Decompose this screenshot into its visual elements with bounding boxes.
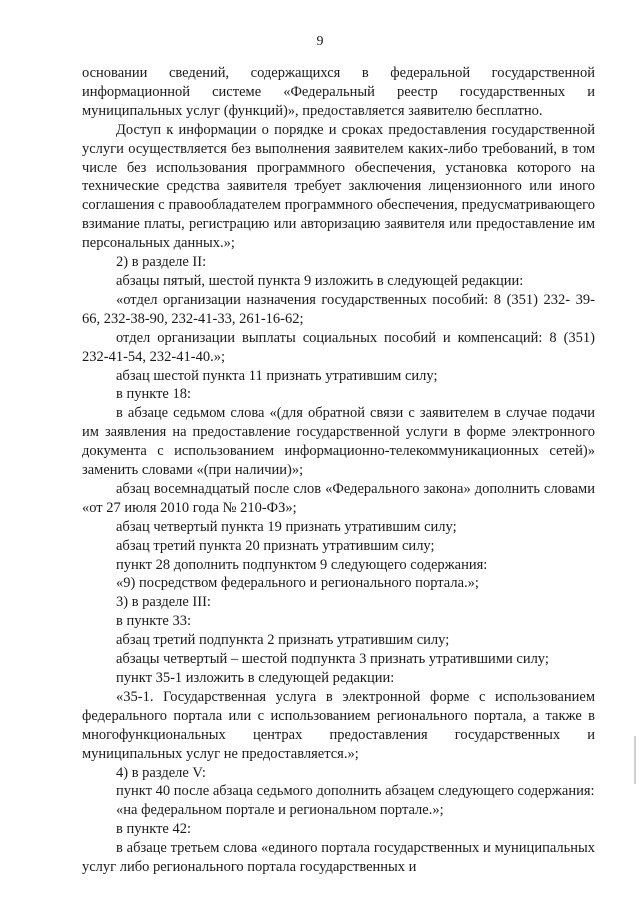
scan-edge-mark [634, 736, 636, 784]
paragraph: 3) в разделе III: [116, 594, 211, 611]
paragraph: в абзаце седьмом слова «(для обратной связи с заявителем в случае подачи им заявления на предоставление государственной услуги в форме электронного документа с использованием информационно-телекоммуникационных сетей)» заменить словами «(при наличии)»; [82, 405, 595, 479]
paragraph: в абзаце третьем слова «единого портала государственных и муниципальных услуг либо регионального портала государственных и [82, 840, 595, 876]
paragraph: в пункте 33: [116, 613, 192, 630]
paragraph: пункт 40 после абзаца седьмого дополнить абзацем следующего содержания: [116, 783, 595, 800]
paragraph: в пункте 42: [116, 821, 192, 838]
paragraph: отдел организации выплаты социальных пособий и компенсаций: 8 (351) 232-41-54, 232-41-40.»; [82, 329, 595, 365]
paragraph: «35-1. Государственная услуга в электронной форме с использованием федерального портала или с использованием регионального портала, а также в многофункциональных центрах предоставления государственных и муниципальных услуг не предоставляется.»; [82, 688, 595, 762]
paragraph: основании сведений, содержащихся в федеральной государственной информационной системе «Федеральный реестр государственных и муниципальных услуг (функций)», предоставляется заявителю бесплатно. [82, 65, 595, 119]
paragraph: «отдел организации назначения государственных пособий: 8 (351) 232- 39- 66, 232-38-90, 232-41-33, 261-16-62; [82, 291, 595, 327]
paragraph: «9) посредством федерального и регионального портала.»; [116, 575, 479, 592]
page-number: 9 [316, 34, 324, 49]
paragraph: абзац третий пункта 20 признать утратившим силу; [116, 537, 435, 554]
paragraph: «на федеральном портале и региональном портале.»; [116, 802, 444, 819]
document-body [82, 64, 595, 877]
paragraph: пункт 35-1 изложить в следующей редакции: [116, 670, 395, 686]
paragraph: 4) в разделе V: [116, 764, 206, 781]
paragraph: абзац шестой пункта 11 признать утратившим силу; [116, 367, 438, 384]
paragraph: абзац третий подпункта 2 признать утратившим силу; [116, 632, 450, 649]
paragraph: 2) в разделе II: [116, 254, 207, 271]
paragraph: абзац восемнадцатый после слов «Федерального закона» дополнить словами «от 27 июля 2010 года № 210-ФЗ»; [82, 480, 595, 516]
paragraph: пункт 28 дополнить подпунктом 9 следующего содержания: [116, 556, 488, 573]
paragraph: Доступ к информации о порядке и сроках предоставления государственной услуги осуществляется без выполнения заявителем каких-либо требований, в том числе без использования программного обеспечения, установка которого на технические средства заявителя требует заключения лицензионного или иного соглашения с правообладателем программного обеспечения, предусматривающего взимание платы, регистрацию или авторизацию заявителя или предоставление им персональных данных.»; [82, 121, 595, 252]
paragraph: абзац четвертый пункта 19 признать утратившим силу; [116, 518, 457, 535]
paragraph: в пункте 18: [116, 386, 192, 403]
paragraph: абзацы четвертый – шестой подпункта 3 признать утратившими силу; [116, 651, 549, 668]
paragraph: абзацы пятый, шестой пункта 9 изложить в следующей редакции: [116, 272, 524, 289]
